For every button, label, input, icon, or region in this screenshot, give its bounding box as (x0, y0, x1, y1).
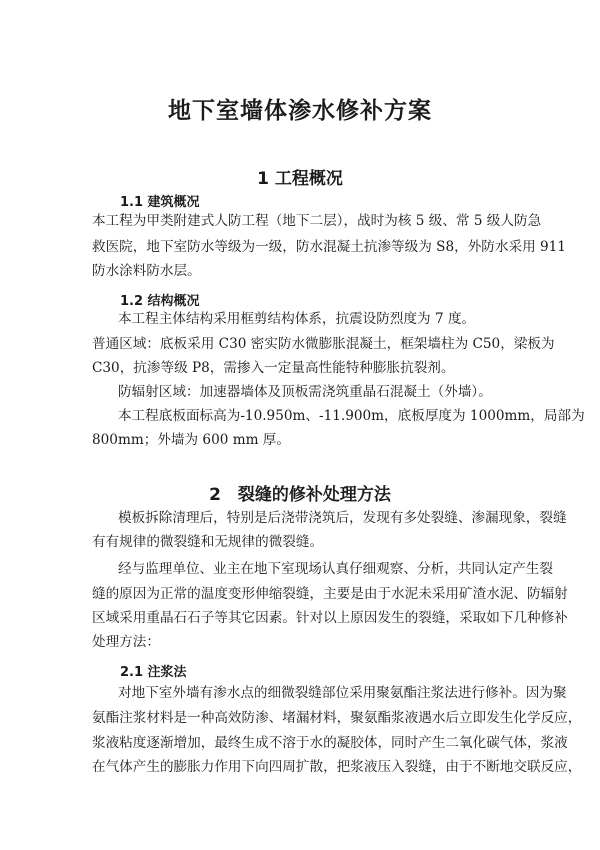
paragraph-line: 在气体产生的膨胀力作用下向四周扩散，把浆液压入裂缝，由于不断地交联反应， (92, 759, 582, 775)
document-title: 地下室墙体渗水修补方案 (168, 98, 432, 124)
paragraph-line: 本工程底板面标高为-10.950m、-11.900m，底板厚度为 1000mm，局部为 (118, 408, 585, 424)
paragraph-line: 救医院，地下室防水等级为一级，防水混凝土抗渗等级为 S8，外防水采用 911 (92, 239, 566, 255)
paragraph-line: 普通区域：底板采用 C30 密实防水微膨胀混凝土，框架墙柱为 C50，梁板为 (92, 336, 555, 352)
subsection-1-2-heading: 1.2 结构概况 (120, 294, 200, 309)
paragraph-line: 处理方法： (92, 634, 160, 650)
paragraph-line: 模板拆除清理后，特别是后浇带浇筑后，发现有多处裂缝、渗漏现象，裂缝 (118, 510, 567, 526)
subsection-1-1-heading: 1.1 建筑概况 (120, 195, 200, 210)
paragraph-line: 浆液粘度逐渐增加，最终生成不溶于水的凝胶体，同时产生二氧化碳气体，浆液 (92, 735, 568, 751)
paragraph-line: 本工程为甲类附建式人防工程（地下二层），战时为核 5 级、常 5 级人防急 (92, 213, 542, 229)
paragraph-line: 800mm；外墙为 600 mm 厚。 (92, 432, 290, 448)
subsection-2-1-heading: 2.1 注浆法 (120, 665, 187, 680)
paragraph-line: C30，抗渗等级 P8，需掺入一定量高性能特种膨胀抗裂剂。 (92, 360, 455, 376)
paragraph-line: 区域采用重晶石石子等其它因素。针对以上原因发生的裂缝，采取如下几种修补 (92, 610, 568, 626)
paragraph-line: 经与监理单位、业主在地下室现场认真仔细观察、分析，共同认定产生裂 (118, 561, 553, 577)
paragraph-line: 防水涂料防水层。 (92, 263, 201, 279)
section-2-heading: 2 裂缝的修补处理方法 (209, 485, 391, 505)
section-1-heading: 1 工程概况 (257, 169, 343, 189)
paragraph-line: 有有规律的微裂缝和无规律的微裂缝。 (92, 534, 324, 550)
paragraph-line: 本工程主体结构采用框剪结构体系，抗震设防烈度为 7 度。 (118, 311, 476, 327)
paragraph-line: 氨酯注浆材料是一种高效防渗、堵漏材料，聚氨酯浆液遇水后立即发生化学反应， (92, 710, 582, 726)
paragraph-line: 缝的原因为正常的温度变形伸缩裂缝，主要是由于水泥未采用矿渣水泥、防辐射 (92, 586, 568, 602)
paragraph-line: 防辐射区域：加速器墙体及顶板需浇筑重晶石混凝土（外墙）。 (118, 384, 492, 400)
paragraph-line: 对地下室外墙有渗水点的细微裂缝部位采用聚氨酯注浆法进行修补。因为聚 (118, 685, 567, 701)
